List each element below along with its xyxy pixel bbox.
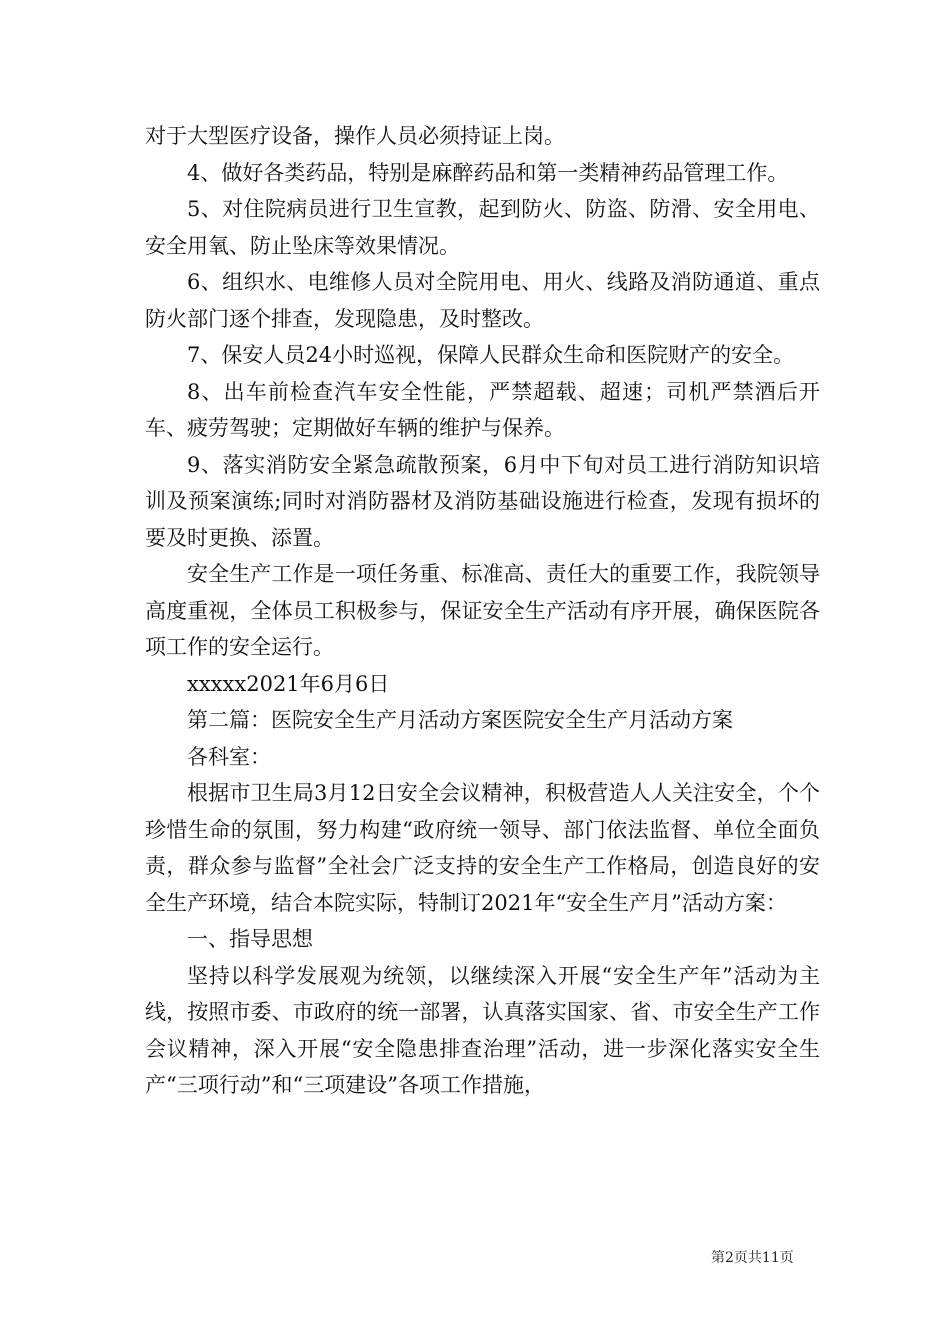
paragraph: 坚持以科学发展观为统领，以继续深入开展“安全生产年”活动为主线，按照市委、市政府的统一部署，认真落实国家、省、市安全生产工作会议精神，深入开展“安全隐患排查治理”活动，进一步深化落实安全生产“三项行动”和“三项建设”各项工作措施， [145,963,820,1097]
paragraph: 5、对住院病员进行卫生宣教，起到防火、防盗、防滑、安全用电、安全用氧、防止坠床等效果情况。 [145,197,820,258]
page-number: 第2页共11页 [711,1250,794,1266]
heading-guiding-thought: 一、指导思想 [187,927,313,951]
paragraph: 安全生产工作是一项任务重、标准高、责任大的重要工作，我院领导高度重视，全体员工积极参与，保证安全生产活动有序开展，确保医院各项工作的安全运行。 [145,562,820,659]
paragraph: 4、做好各类药品，特别是麻醉药品和第一类精神药品管理工作。 [187,160,789,185]
paragraph: 7、保安人员24小时巡视，保障人民群众生命和医院财产的安全。 [187,343,795,367]
paragraph: 9、落实消防安全紧急疏散预案，6月中下旬对员工进行消防知识培训及预案演练;同时对消防器材及消防基础设施进行检查，发现有损坏的要及时更换、添置。 [145,452,820,550]
paragraph: 对于大型医疗设备，操作人员必须持证上岗。 [145,124,565,148]
salutation: 各科室： [187,744,271,769]
document-body [145,118,820,1104]
date-line: xxxxx2021年6月6日 [187,671,390,696]
paragraph: 根据市卫生局3月12日安全会议精神，积极营造人人关注安全，个个珍惜生命的氛围，努力构建“政府统一领导、部门依法监督、单位全面负责，群众参与监督”全社会广泛支持的安全生产工作格局，创造良好的安全生产环境，结合本院实际，特制订2021年“安全生产月”活动方案： [145,781,820,915]
paragraph: 8、出车前检查汽车安全性能，严禁超载、超速；司机严禁酒后开车、疲劳驾驶；定期做好车辆的维护与保养。 [145,379,820,440]
paragraph: 6、组织水、电维修人员对全院用电、用火、线路及消防通道、重点防火部门逐个排查，发现隐患，及时整改。 [145,270,820,331]
section-title: 第二篇：医院安全生产月活动方案医院安全生产月活动方案 [187,708,733,732]
